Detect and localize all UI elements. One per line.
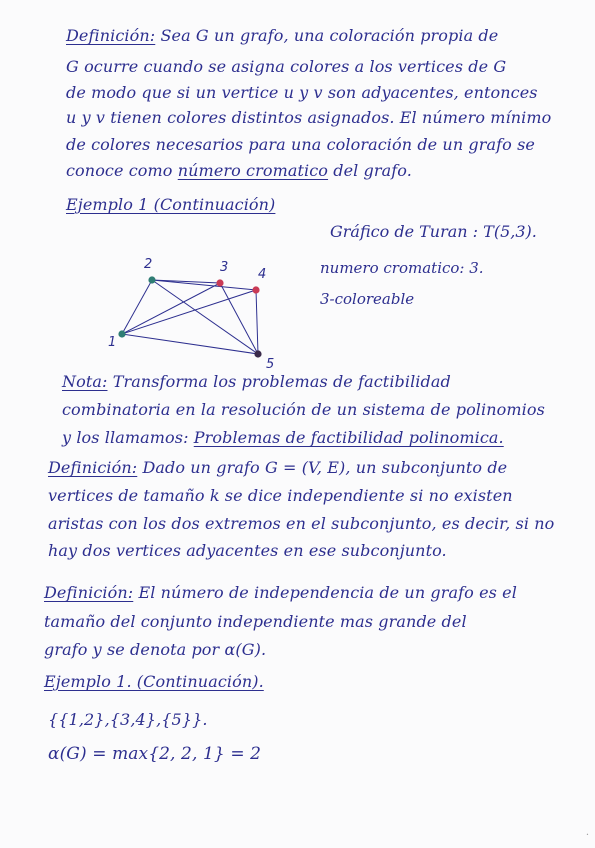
graph-node-4 [252,286,259,293]
definition-3-line-3: grafo y se denota por α(G). [44,640,267,659]
polynomial-feasibility-term: Problemas de factibilidad polinomica. [193,428,504,447]
graph-node-1 [118,330,125,337]
graph-edge-3-5 [220,283,258,354]
note-line-3: y los llamamos: Problemas de factibilidad polinomica. [62,428,504,447]
note-label: Nota: [62,372,108,391]
definition-2-line-4: hay dos vertices adyacentes en ese subconjunto. [48,541,447,560]
graph-node-label-5: 5 [266,357,275,370]
definition-2-line-2: vertices de tamaño k se dice independiente si no existen [48,486,513,505]
definition-1-line-3: de modo que si un vertice u y v son adyacentes, entonces [66,83,538,102]
graph-edge-2-3 [152,280,220,283]
definition-2-line-1: Definición: Dado un grafo G = (V, E), un subconjunto de [48,458,508,477]
note-line-2: combinatoria en la resolución de un sistema de polinomios [62,400,545,419]
independence-number-equation: α(G) = max{2, 2, 1} = 2 [48,744,262,764]
definition-1-line-4: u y v tienen colores distintos asignados. El número mínimo [66,108,552,127]
definition-1-line-1: Definición: Sea G un grafo, una coloración propia de [66,26,499,45]
graph-edge-4-5 [256,290,258,354]
graph-edge-2-4 [152,280,256,290]
definition-label: Definición: [44,583,134,602]
graph-node-label-2: 2 [144,257,153,272]
definition-3-line-1: Definición: El número de independencia de un grafo es el [44,583,517,602]
colorable-label: 3-coloreable [320,290,415,308]
note-line-1: Nota: Transforma los problemas de factibilidad [62,372,451,391]
definition-label: Definición: [48,458,138,477]
turan-graph-diagram [100,252,290,370]
graph-node-label-3: 3 [220,260,229,275]
definition-2-line-3: aristas con los dos extremos en el subconjunto, es decir, si no [48,514,555,533]
chromatic-number-term: número cromatico [177,161,329,180]
graph-node-5 [254,350,261,357]
example-1-title: Ejemplo 1 (Continuación) [66,195,276,214]
example-1-continuation-title: Ejemplo 1. (Continuación). [44,672,264,691]
definition-1-line-5: de colores necesarios para una coloración de un grafo se [66,135,535,154]
chromatic-number-value: numero cromatico: 3. [320,259,484,277]
definition-1-line-2: G ocurre cuando se asigna colores a los vertices de G [66,57,507,76]
definition-label: Definición: [66,26,156,45]
definition-3-line-2: tamaño del conjunto independiente mas grande del [44,612,467,631]
turan-graph-label: Gráfico de Turan : T(5,3). [330,222,537,241]
graph-edge-1-5 [122,334,258,354]
definition-1-line-6: conoce como número cromatico del grafo. [66,161,412,180]
graph-node-label-1: 1 [108,335,117,350]
graph-node-label-4: 4 [258,267,267,282]
graph-node-2 [148,276,155,283]
graph-node-3 [216,279,223,286]
independent-sets: {{1,2},{3,4},{5}}. [48,710,208,729]
page-corner-mark: . [585,827,589,838]
